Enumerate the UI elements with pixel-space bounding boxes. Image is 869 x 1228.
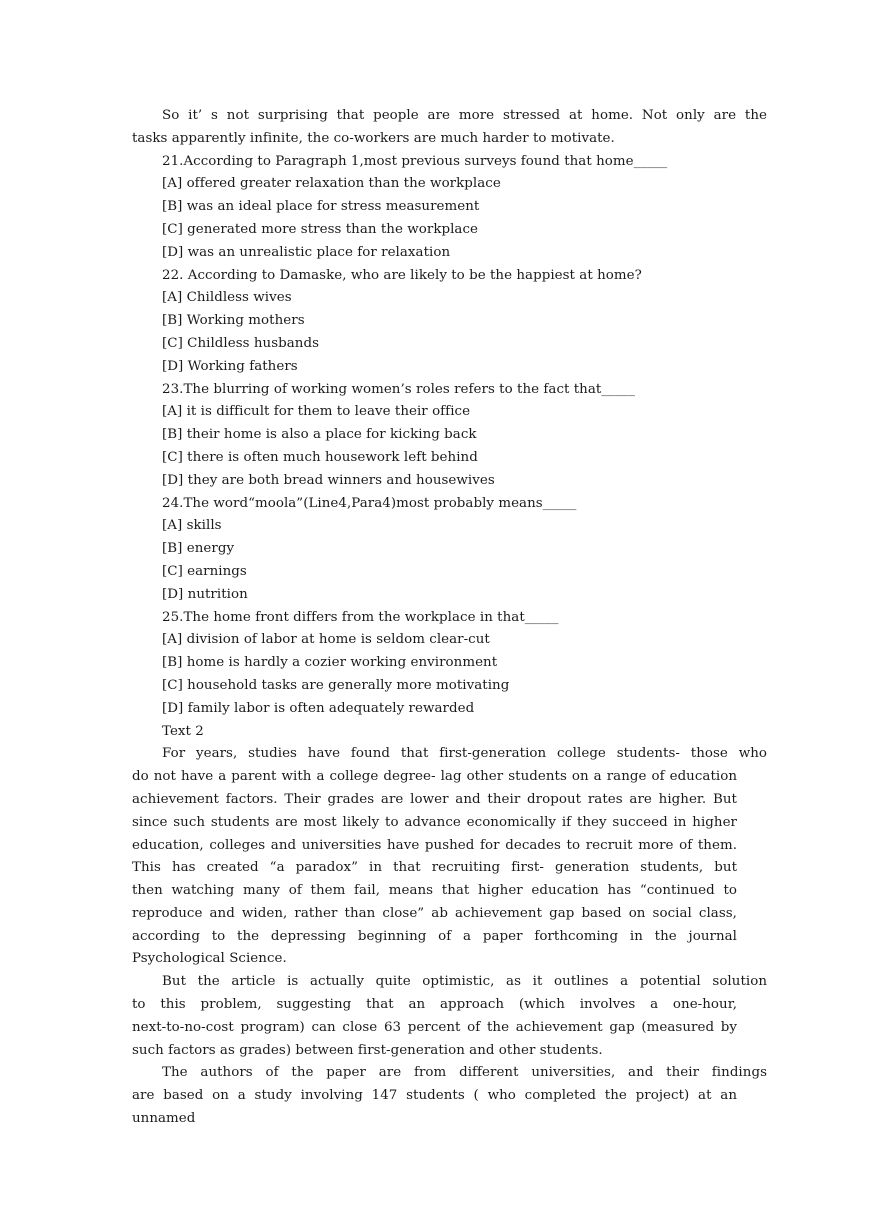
question-24-option-b: [B] energy [162,541,235,557]
body-paragraph-line: Psychological Science. [132,951,287,967]
body-paragraph-line: For years, studies have found that first-generation college students- those who [162,746,767,762]
section-heading-text-2: Text 2 [162,723,204,739]
question-22-stem: 22. According to Damaske, who are likely to be the happiest at home? [162,267,642,283]
body-paragraph-line: tasks apparently infinite, the co-workers are much harder to motivate. [132,130,615,146]
body-paragraph-line: achievement factors. Their grades are lower and their dropout rates are higher. But [132,791,737,807]
question-23-option-a: [A] it is difficult for them to leave their office [162,404,471,420]
question-25-option-b: [B] home is hardly a cozier working environment [162,655,498,671]
body-paragraph-line: then watching many of them fail, means that higher education has “continued to [132,883,737,899]
question-24-option-d: [D] nutrition [162,586,248,602]
question-21-option-b: [B] was an ideal place for stress measurement [162,199,480,215]
question-21-option-d: [D] was an unrealistic place for relaxation [162,244,451,260]
body-paragraph-line: according to the depressing beginning of a paper forthcoming in the journal [132,928,737,944]
question-24-stem: 24.The word“moola”(Line4,Para4)most probably means_____ [162,495,577,511]
question-25-option-c: [C] household tasks are generally more motivating [162,677,510,693]
body-paragraph-line: So it’ s not surprising that people are more stressed at home. Not only are the [162,108,767,123]
body-paragraph-line: next-to-no-cost program) can close 63 percent of the achievement gap (measured by [132,1019,737,1035]
body-paragraph-line: reproduce and widen, rather than close” ab achievement gap based on social class, [132,905,737,921]
question-22-option-d: [D] Working fathers [162,358,298,374]
body-paragraph-line: But the article is actually quite optimistic, as it outlines a potential solution [162,974,767,990]
question-25-stem: 25.The home front differs from the workplace in that_____ [162,609,559,625]
question-23-option-b: [B] their home is also a place for kicking back [162,427,477,443]
question-23-option-c: [C] there is often much housework left behind [162,449,478,465]
body-paragraph-line: are based on a study involving 147 students ( who completed the project) at an unnamed [132,1088,737,1127]
question-22-option-b: [B] Working mothers [162,313,305,329]
question-25-option-d: [D] family labor is often adequately rewarded [162,700,475,716]
question-25-option-a: [A] division of labor at home is seldom clear-cut [162,632,490,648]
question-22-option-c: [C] Childless husbands [162,335,320,351]
question-22-option-a: [A] Childless wives [162,290,292,306]
question-21-option-a: [A] offered greater relaxation than the workplace [162,176,501,192]
question-21-option-c: [C] generated more stress than the workplace [162,221,478,237]
body-paragraph-line: This has created “a paradox” in that recruiting first- generation students, but [132,860,737,876]
body-paragraph-line: to this problem, suggesting that an approach (which involves a one-hour, [132,997,737,1013]
body-paragraph-line: such factors as grades) between first-generation and other students. [132,1042,603,1058]
question-23-option-d: [D] they are both bread winners and housewives [162,472,495,488]
body-paragraph-line: education, colleges and universities have pushed for decades to recruit more of them. [132,837,737,853]
body-paragraph-line: The authors of the paper are from different universities, and their findings [162,1065,767,1081]
question-21-stem: 21.According to Paragraph 1,most previous surveys found that home_____ [162,153,668,169]
question-24-option-a: [A] skills [162,518,222,534]
body-paragraph-line: do not have a parent with a college degree- lag other students on a range of education [132,769,737,785]
body-paragraph-line: since such students are most likely to advance economically if they succeed in higher [132,814,737,830]
question-24-option-c: [C] earnings [162,563,247,579]
question-23-stem: 23.The blurring of working women’s roles refers to the fact that_____ [162,381,636,397]
